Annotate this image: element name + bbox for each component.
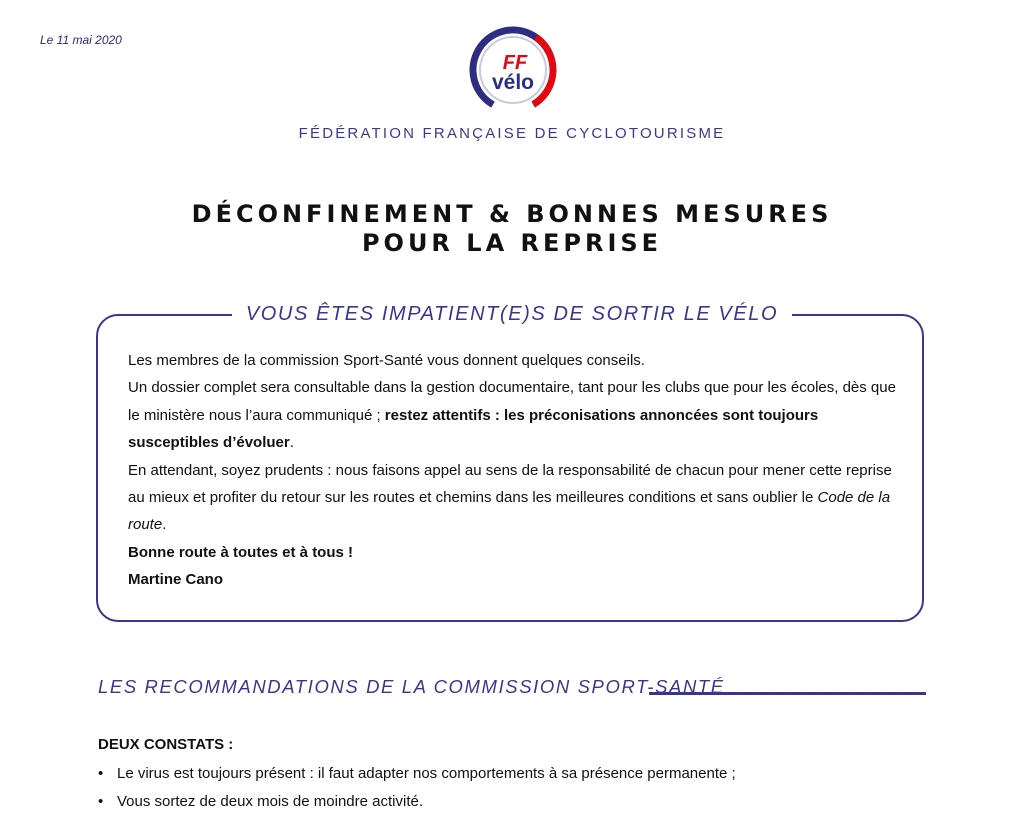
ffvelo-logo	[466, 23, 560, 117]
bullet-icon: •	[98, 765, 104, 782]
intro-box-text	[128, 347, 908, 594]
list-item	[98, 760, 736, 788]
bullet-icon: •	[98, 793, 104, 810]
section-heading-rule	[649, 692, 926, 695]
intro-paragraph-3-text: En attendant, soyez prudents : nous faisons appel au sens de la responsabilité de chacun pour mener cette reprise au mieux et profiter du retour sur les routes et chemins dans les meilleures conditions et sans oublier le	[128, 461, 892, 507]
list-item-text: Le virus est toujours présent : il faut adapter nos comportements à sa présence permanente ;	[117, 765, 736, 782]
intro-paragraph-3	[128, 457, 908, 539]
closing-line: Bonne route à toutes et à tous !	[128, 543, 354, 561]
constats-list	[98, 760, 736, 816]
title-line-1: DÉCONFINEMENT & BONNES MESURES	[191, 200, 833, 228]
page-title	[0, 200, 1024, 258]
logo-graphic	[466, 23, 560, 117]
title-line-2: POUR LA REPRISE	[361, 229, 663, 257]
code-de-la-route: Code de la route	[128, 489, 891, 534]
document-date: Le 11 mai 2020	[40, 33, 122, 47]
intro-paragraph-2-bold: restez attentifs : les préconisations annoncées sont toujours susceptibles d’évoluer	[128, 406, 819, 452]
list-item	[98, 788, 736, 816]
intro-paragraph-3-end: .	[162, 516, 167, 534]
intro-box-heading-text: VOUS ÊTES IMPATIENT(E)S DE SORTIR LE VÉLO	[232, 301, 792, 327]
organization-name: FÉDÉRATION FRANÇAISE DE CYCLOTOURISME	[298, 125, 726, 142]
logo-ff-text: FF	[502, 52, 528, 74]
section-heading: LES RECOMMANDATIONS DE LA COMMISSION SPORT-SANTÉ	[98, 676, 725, 697]
intro-paragraph-2	[128, 374, 908, 456]
intro-paragraph-2-text: Un dossier complet sera consultable dans la gestion documentaire, tant pour les clubs que pour les écoles, dès que le ministère nous l’aura communiqué ;	[128, 379, 896, 424]
constats-title: DEUX CONSTATS :	[98, 736, 234, 753]
list-item-text: Vous sortez de deux mois de moindre activité.	[117, 793, 423, 810]
intro-paragraph-1: Les membres de la commission Sport-Santé vous donnent quelques conseils.	[128, 352, 645, 369]
intro-paragraph-2-end: .	[289, 434, 294, 452]
logo-velo-text: vélo	[491, 71, 535, 94]
signature: Martine Cano	[128, 571, 224, 589]
